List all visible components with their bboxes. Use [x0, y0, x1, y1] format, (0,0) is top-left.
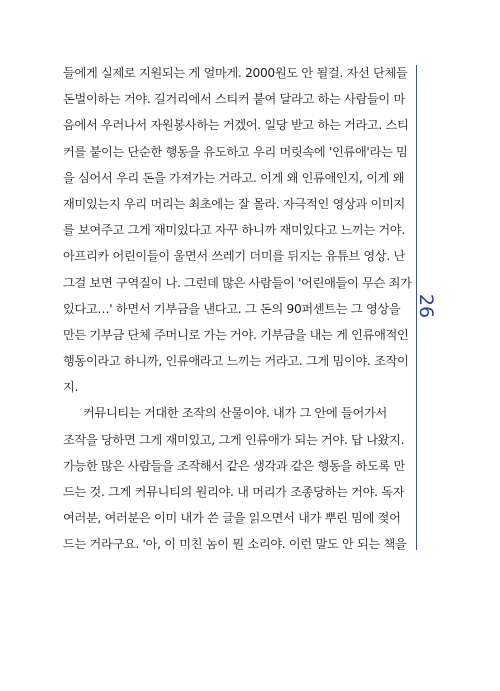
text-line: 재미있는지 우리 머리는 최초에는 잘 몰라. 자극적인 영상과 이미지 [63, 196, 405, 211]
page-number: 26 [415, 293, 437, 319]
text-line: 행동이라고 하니까, 인류애라고 느끼는 거라고. 그게 밈이야. 조작이 [63, 354, 409, 369]
text-line: 을 심어서 우리 돈을 가져가는 거라고. 이게 왜 인류애인지, 이게 왜 [63, 170, 405, 185]
text-line: 돈벌이하는 거야. 길거리에서 스티커 붙여 달라고 하는 사람들이 마 [63, 92, 405, 107]
text-line: 그걸 보면 구역질이 나. 그런데 많은 사람들이 '어린애들이 무슨 죄가 [63, 275, 412, 290]
text-line: 지. [63, 380, 79, 395]
text-line: 드는 거라구요. '아, 이 미친 놈이 뭔 소리야. 이런 말도 안 되는 책을 [63, 537, 407, 552]
text-line: 여러분, 여러분은 이미 내가 쓴 글을 읽으면서 내가 뿌린 밈에 젖어 [63, 511, 401, 526]
text-line: 만든 기부금 단체 주머니로 가는 거야. 기부금을 내는 게 인류애적인 [63, 327, 409, 342]
text-line: 커뮤니티는 거대한 조작의 산물이야. 내가 그 안에 들어가서 [83, 406, 387, 421]
text-line: 있다고…' 하면서 기부금을 낸다고. 그 돈의 90퍼센트는 그 영상을 [63, 301, 401, 316]
text-line: 가능한 많은 사람들을 조작해서 같은 생각과 같은 행동을 하도록 만 [63, 458, 405, 473]
text-line: 커를 붙이는 단순한 행동을 유도하고 우리 머릿속에 '인류애'라는 밈 [63, 144, 408, 159]
text-line: 조작을 당하면 그게 재미있고, 그게 인류애가 되는 거야. 답 나왔지. [63, 432, 405, 447]
text-line: 드는 것. 그게 커뮤니티의 원리야. 내 머리가 조종당하는 거야. 독자 [63, 485, 405, 499]
text-line: 들에게 실제로 지원되는 게 얼마게. 2000원도 안 될걸. 자선 단체들 [63, 66, 408, 80]
text-line: 음에서 우러나서 자원봉사하는 거겠어. 일당 받고 하는 거라고. 스티 [63, 118, 409, 133]
text-line: 아프리카 어린이들이 울면서 쓰레기 더미를 뒤지는 유튜브 영상. 난 [63, 249, 405, 264]
text-line: 를 보여주고 그게 재미있다고 자꾸 하니까 재미있다고 느끼는 거야. [63, 223, 405, 238]
body-text [63, 60, 412, 558]
